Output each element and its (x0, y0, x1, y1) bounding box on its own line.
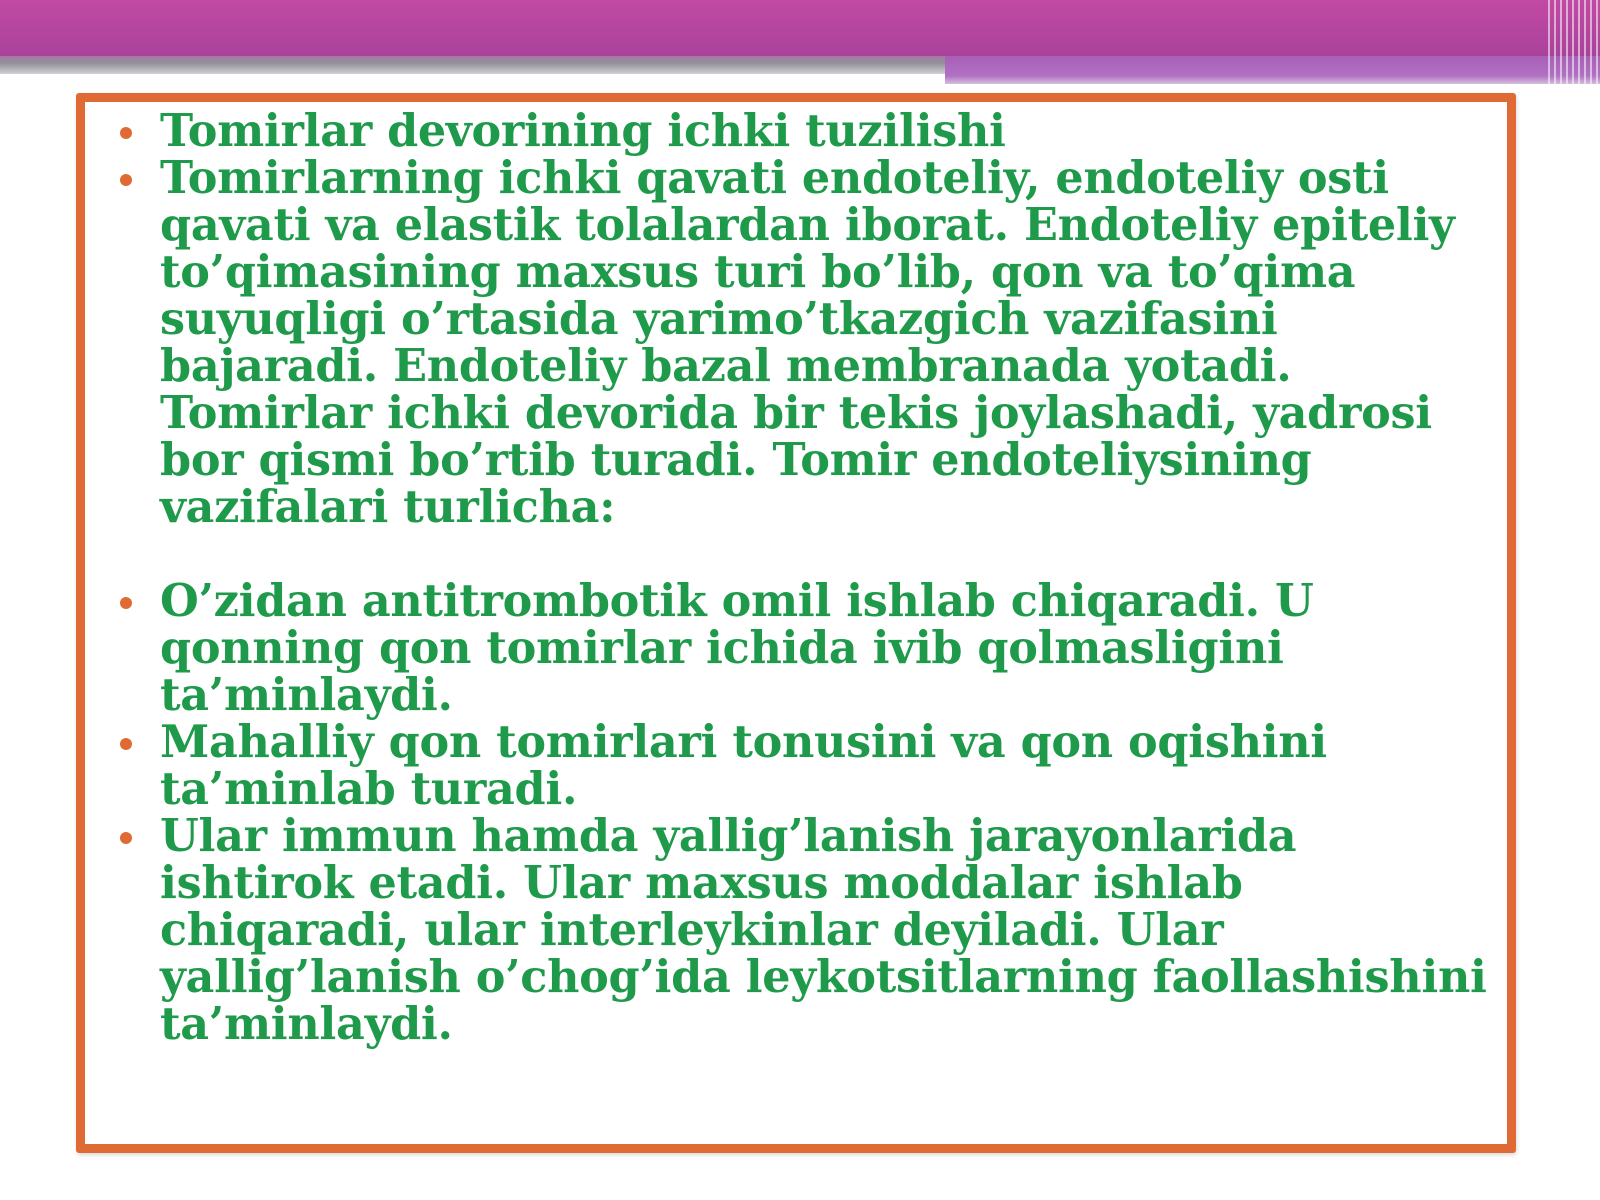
list-item (160, 716, 1500, 815)
bullet-dot-icon (120, 832, 132, 844)
list-spacer (160, 531, 1500, 578)
header-shadow (0, 56, 950, 74)
bullet-dot-icon (120, 127, 132, 139)
bullet-text: O’zidan antitrombotik omil ishlab chiqaradi. U qonning qon tomirlar ichida ivib qolmasligini ta’minlaydi. (160, 575, 1314, 721)
bullet-text: Mahalliy qon tomirlari tonusini va qon oqishini ta’minlab turadi. (160, 716, 1327, 815)
bullet-text: Tomirlarning ichki qavati endoteliy, endoteliy osti qavati va elastik tolalardan iborat. Endoteliy epiteliy to’qimasining maxsus turi bo’lib, qon va to’qima suyuqligi o’rtasida yarimo’tkazgich vazifasini bajaradi. Endoteliy bazal membranada yotadi. Tomirlar ichki devorida bir tekis joylashadi, yadrosi bor qismi bo’rtib turadi. Tomir endoteliysining vazifalari turlicha: (160, 152, 1455, 533)
bullet-list (160, 105, 1500, 1050)
bullet-dot-icon (120, 174, 132, 186)
list-item (160, 575, 1500, 721)
bullet-dot-icon (120, 738, 132, 750)
list-item (160, 810, 1500, 1050)
bullet-text: Ular immun hamda yallig’lanish jarayonlarida ishtirok etadi. Ular maxsus moddalar ishlab chiqaradi, ular interleykinlar deyiladi. Ular yallig’lanish o’chog’ida leykotsitlarning faollashishini ta’minlaydi. (160, 810, 1487, 1050)
bullet-dot-icon (120, 597, 132, 609)
list-item (160, 152, 1500, 533)
header-accent-band (945, 56, 1600, 84)
list-item (160, 105, 1500, 157)
bullet-text: Tomirlar devorining ichki tuzilishi (160, 105, 1006, 157)
header-band (0, 0, 1600, 56)
decorative-stripes (1548, 0, 1600, 112)
